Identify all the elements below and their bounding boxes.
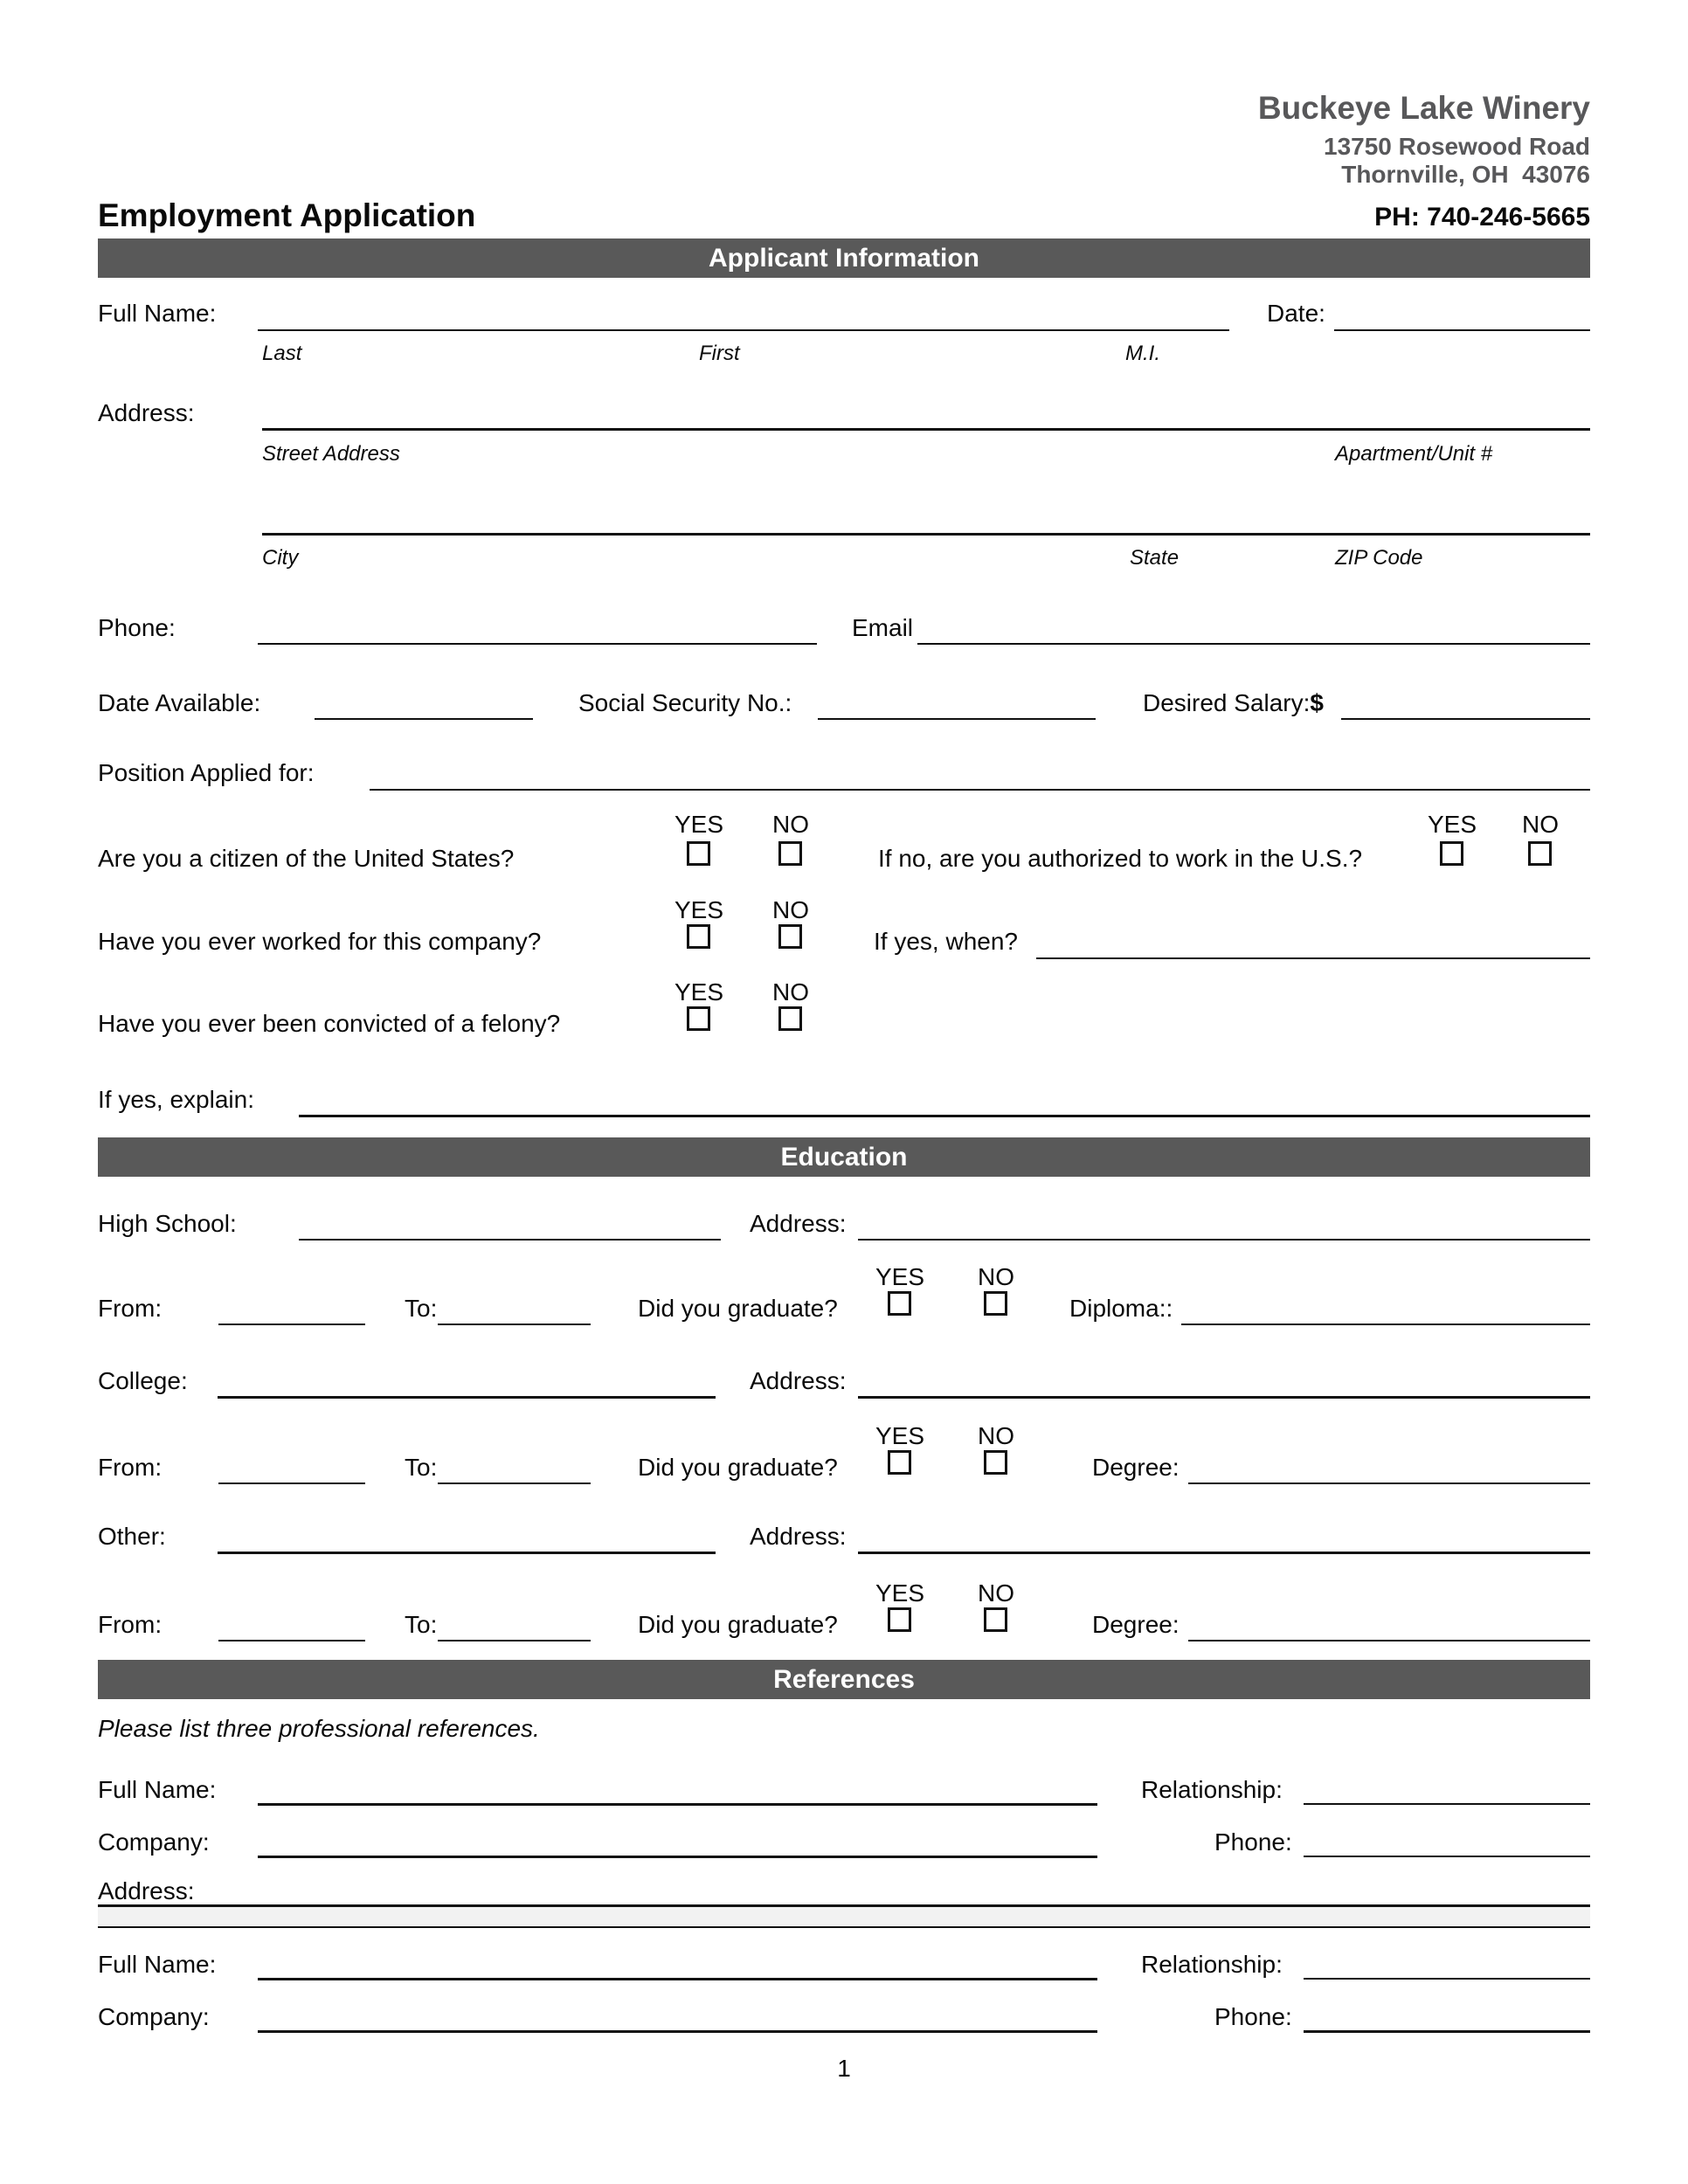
company-phone: PH: 740-246-5665 bbox=[1374, 203, 1590, 232]
date-available-label: Date Available: bbox=[98, 689, 261, 716]
section-header-applicant-information bbox=[98, 238, 1590, 278]
hs-graduate-question: Did you graduate? bbox=[638, 1295, 838, 1322]
checkbox-citizen-no[interactable] bbox=[778, 841, 802, 866]
yes-column-label: YES bbox=[875, 1263, 925, 1290]
checkbox-authorized-no[interactable] bbox=[1528, 841, 1552, 866]
college-input-line[interactable] bbox=[218, 1396, 716, 1399]
college-graduate-question: Did you graduate? bbox=[638, 1454, 838, 1481]
checkbox-authorized-yes[interactable] bbox=[1440, 841, 1463, 866]
position-applied-input-line[interactable] bbox=[370, 789, 1590, 791]
college-to-input-line[interactable] bbox=[438, 1482, 591, 1484]
other-from-label: From: bbox=[98, 1611, 163, 1638]
checkbox-worked-yes[interactable] bbox=[687, 924, 710, 949]
ref2-relationship-label: Relationship: bbox=[1141, 1951, 1283, 1978]
ref2-full-name-input-line[interactable] bbox=[258, 1978, 1097, 1980]
worked-before-question: Have you ever worked for this company? bbox=[98, 928, 542, 955]
checkbox-other-graduate-yes[interactable] bbox=[888, 1607, 911, 1632]
checkbox-college-graduate-yes[interactable] bbox=[888, 1450, 911, 1475]
section-header-references bbox=[98, 1660, 1590, 1699]
when-input-line[interactable] bbox=[1036, 957, 1590, 959]
college-address-input-line[interactable] bbox=[858, 1396, 1590, 1399]
ref1-full-name-input-line[interactable] bbox=[258, 1803, 1097, 1806]
ref1-relationship-label: Relationship: bbox=[1141, 1776, 1283, 1803]
felony-question: Have you ever been convicted of a felony? bbox=[98, 1010, 561, 1037]
state-sublabel: State bbox=[1130, 546, 1180, 570]
high-school-address-label: Address: bbox=[750, 1210, 847, 1237]
other-from-input-line[interactable] bbox=[218, 1640, 365, 1641]
no-column-label: NO bbox=[978, 1422, 1014, 1449]
no-column-label: NO bbox=[978, 1579, 1014, 1607]
other-school-input-line[interactable] bbox=[218, 1552, 716, 1554]
hs-from-label: From: bbox=[98, 1295, 163, 1322]
no-column-label: NO bbox=[772, 896, 809, 923]
ssn-input-line[interactable] bbox=[818, 718, 1096, 720]
yes-column-label: YES bbox=[1427, 811, 1477, 838]
form-title: Employment Application bbox=[98, 197, 476, 233]
section-title: Applicant Information bbox=[709, 243, 979, 273]
currency-symbol: $ bbox=[1310, 689, 1324, 716]
middle-initial-sublabel: M.I. bbox=[1125, 342, 1160, 365]
phone-input-line[interactable] bbox=[258, 643, 817, 645]
email-label: Email bbox=[852, 614, 914, 641]
street-address-input-line[interactable] bbox=[262, 428, 1590, 431]
other-to-input-line[interactable] bbox=[438, 1640, 591, 1641]
ref2-phone-label: Phone: bbox=[1214, 2003, 1292, 2030]
ref2-company-input-line[interactable] bbox=[258, 2030, 1097, 2033]
no-column-label: NO bbox=[1522, 811, 1559, 838]
ref2-full-name-label: Full Name: bbox=[98, 1951, 217, 1978]
phone-label: Phone: bbox=[98, 614, 176, 641]
checkbox-worked-no[interactable] bbox=[778, 924, 802, 949]
zip-code-sublabel: ZIP Code bbox=[1335, 546, 1423, 570]
college-degree-label: Degree: bbox=[1092, 1454, 1180, 1481]
other-school-label: Other: bbox=[98, 1523, 166, 1550]
high-school-label: High School: bbox=[98, 1210, 237, 1237]
address-label: Address: bbox=[98, 399, 195, 426]
ref1-company-input-line[interactable] bbox=[258, 1856, 1097, 1858]
hs-from-input-line[interactable] bbox=[218, 1324, 365, 1325]
yes-column-label: YES bbox=[674, 811, 724, 838]
section-title: References bbox=[773, 1664, 915, 1694]
ref1-address-input-line-2[interactable] bbox=[98, 1926, 1590, 1928]
if-yes-when-label: If yes, when? bbox=[874, 928, 1018, 955]
hs-to-input-line[interactable] bbox=[438, 1324, 591, 1325]
yes-column-label: YES bbox=[674, 978, 724, 1006]
other-to-label: To: bbox=[405, 1611, 438, 1638]
checkbox-hs-graduate-yes[interactable] bbox=[888, 1291, 911, 1316]
yes-column-label: YES bbox=[674, 896, 724, 923]
explain-input-line[interactable] bbox=[299, 1115, 1590, 1117]
ref1-company-label: Company: bbox=[98, 1828, 210, 1856]
ref1-phone-label: Phone: bbox=[1214, 1828, 1292, 1856]
high-school-address-input-line[interactable] bbox=[858, 1239, 1590, 1241]
yes-column-label: YES bbox=[875, 1422, 925, 1449]
city-sublabel: City bbox=[262, 546, 299, 570]
authorized-question: If no, are you authorized to work in the U.S.? bbox=[878, 845, 1363, 872]
no-column-label: NO bbox=[978, 1263, 1014, 1290]
apartment-unit-sublabel: Apartment/Unit # bbox=[1335, 442, 1493, 466]
first-name-sublabel: First bbox=[699, 342, 740, 365]
yes-column-label: YES bbox=[875, 1579, 925, 1607]
no-column-label: NO bbox=[772, 811, 809, 838]
section-title: Education bbox=[780, 1142, 908, 1171]
section-header-education bbox=[98, 1137, 1590, 1177]
full-name-input-line[interactable] bbox=[258, 329, 1229, 331]
references-note: Please list three professional references. bbox=[98, 1715, 540, 1742]
page-number: 1 bbox=[837, 2055, 851, 2082]
ref1-address-second-row bbox=[98, 1907, 1590, 1926]
no-column-label: NO bbox=[772, 978, 809, 1006]
date-available-input-line[interactable] bbox=[315, 718, 533, 720]
checkbox-other-graduate-no[interactable] bbox=[984, 1607, 1007, 1632]
desired-salary-label bbox=[1143, 688, 1324, 718]
hs-diploma-label: Diploma:: bbox=[1069, 1295, 1173, 1322]
company-name: Buckeye Lake Winery bbox=[1257, 90, 1590, 126]
company-address-line1: 13750 Rosewood Road bbox=[1324, 133, 1590, 160]
full-name-label: Full Name: bbox=[98, 300, 217, 327]
checkbox-hs-graduate-no[interactable] bbox=[984, 1291, 1007, 1316]
college-to-label: To: bbox=[405, 1454, 438, 1481]
ref2-company-label: Company: bbox=[98, 2003, 210, 2030]
email-input-line[interactable] bbox=[917, 643, 1590, 645]
street-address-sublabel: Street Address bbox=[262, 442, 400, 466]
ref2-phone-input-line[interactable] bbox=[1304, 2030, 1590, 2033]
checkbox-citizen-yes[interactable] bbox=[687, 841, 710, 866]
other-address-input-line[interactable] bbox=[858, 1552, 1590, 1554]
college-from-label: From: bbox=[98, 1454, 163, 1481]
college-label: College: bbox=[98, 1367, 188, 1394]
college-degree-input-line[interactable] bbox=[1188, 1482, 1590, 1484]
other-degree-label: Degree: bbox=[1092, 1611, 1180, 1638]
explain-label: If yes, explain: bbox=[98, 1086, 254, 1113]
college-from-input-line[interactable] bbox=[218, 1482, 365, 1484]
checkbox-college-graduate-no[interactable] bbox=[984, 1450, 1007, 1475]
ref2-relationship-input-line[interactable] bbox=[1304, 1978, 1590, 1980]
checkbox-felony-yes[interactable] bbox=[687, 1006, 710, 1031]
ref1-full-name-label: Full Name: bbox=[98, 1776, 217, 1803]
company-address-line2: Thornville, OH 43076 bbox=[1341, 161, 1590, 188]
ssn-label: Social Security No.: bbox=[578, 689, 792, 716]
desired-salary-text: Desired Salary: bbox=[1143, 689, 1311, 716]
date-label: Date: bbox=[1267, 300, 1325, 327]
citizen-question: Are you a citizen of the United States? bbox=[98, 845, 515, 872]
college-address-label: Address: bbox=[750, 1367, 847, 1394]
hs-diploma-input-line[interactable] bbox=[1181, 1324, 1590, 1325]
ref1-phone-input-line[interactable] bbox=[1304, 1856, 1590, 1857]
position-applied-label: Position Applied for: bbox=[98, 759, 315, 786]
desired-salary-input-line[interactable] bbox=[1341, 718, 1590, 720]
last-name-sublabel: Last bbox=[262, 342, 302, 365]
other-address-label: Address: bbox=[750, 1523, 847, 1550]
city-state-zip-input-line[interactable] bbox=[262, 533, 1590, 536]
other-degree-input-line[interactable] bbox=[1188, 1640, 1590, 1641]
checkbox-felony-no[interactable] bbox=[778, 1006, 802, 1031]
date-input-line[interactable] bbox=[1334, 329, 1590, 331]
other-graduate-question: Did you graduate? bbox=[638, 1611, 838, 1638]
ref1-relationship-input-line[interactable] bbox=[1304, 1803, 1590, 1805]
high-school-input-line[interactable] bbox=[299, 1239, 721, 1241]
hs-to-label: To: bbox=[405, 1295, 438, 1322]
ref1-address-label: Address: bbox=[98, 1877, 195, 1904]
